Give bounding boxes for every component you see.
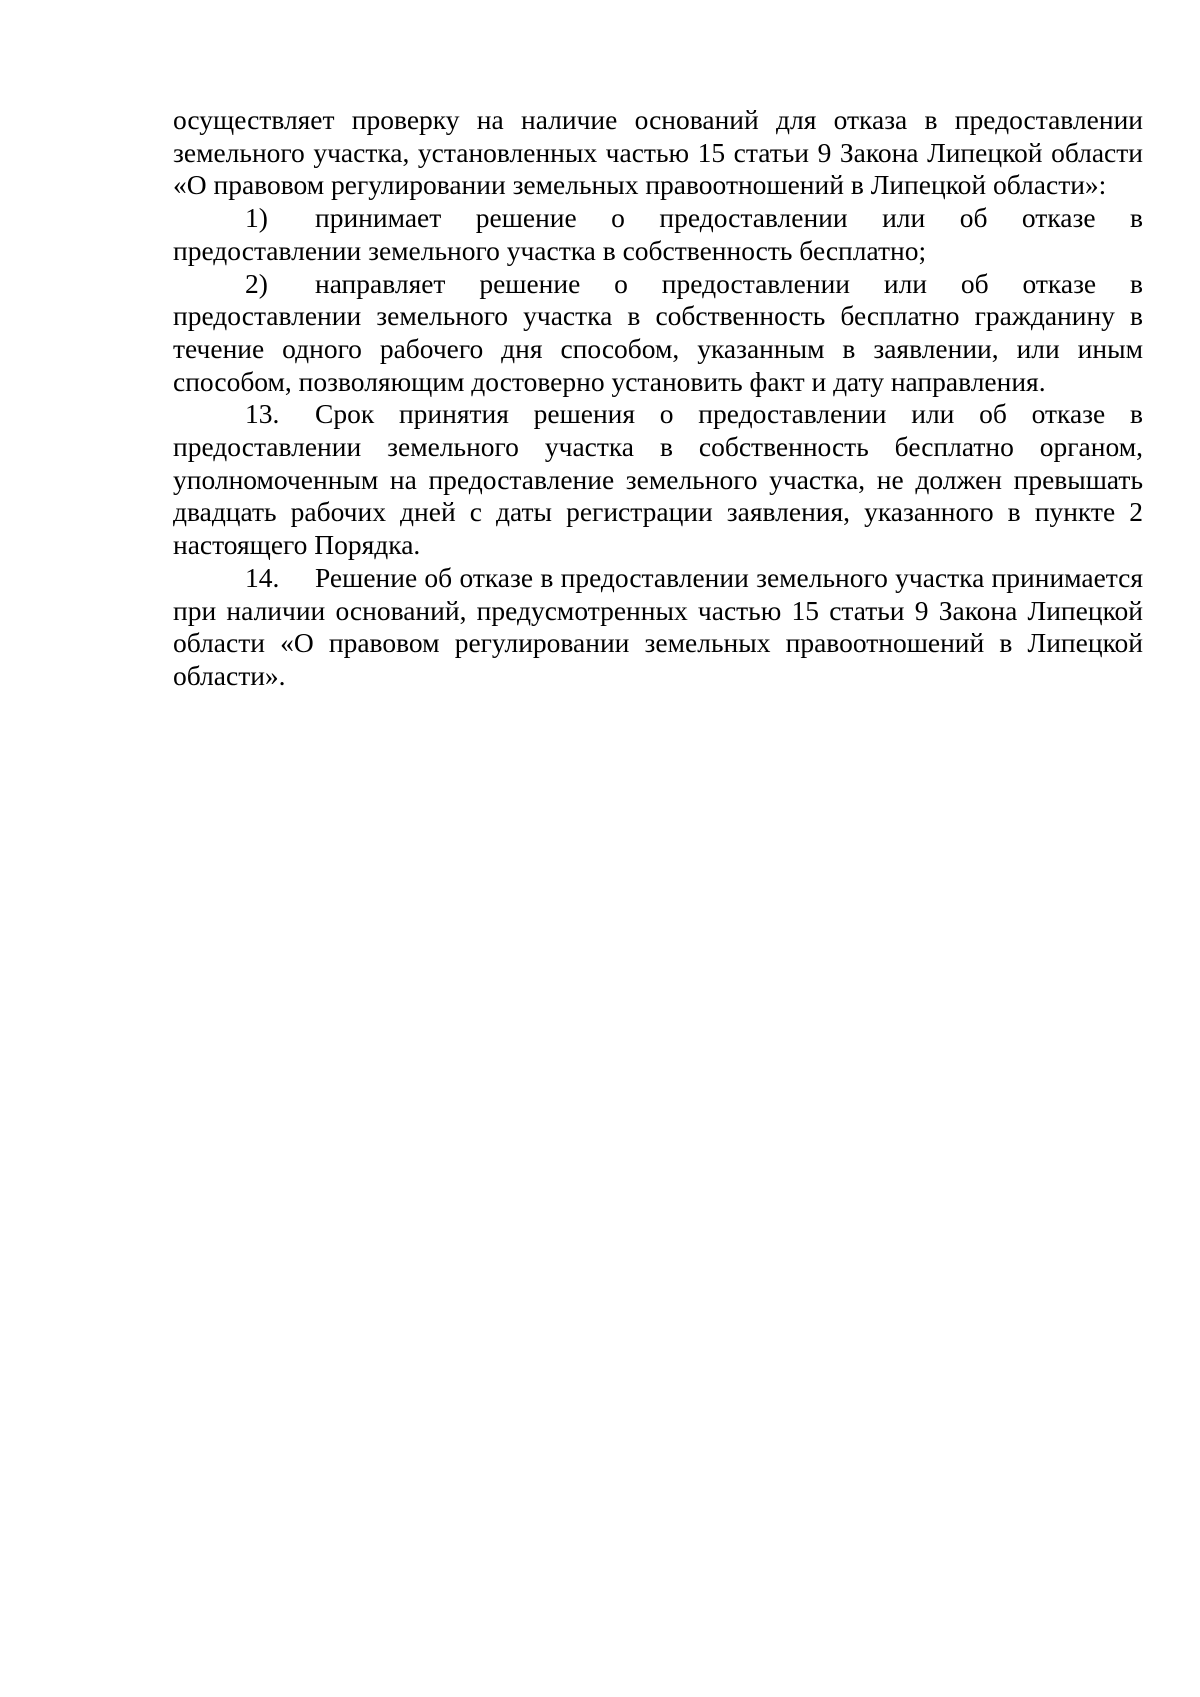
clause-number: 13. xyxy=(245,398,280,430)
paragraph-text: направляет решение о предоставлении или об отказе в предоставлении земельного участка в собственность бесплатно гражданину в течение одного рабочего дня способом, указанным в заявлении, или иным способом, позволяющим достоверно установить факт и дату направления. xyxy=(173,267,1143,397)
paragraph-text: осуществляет проверку на наличие оснований для отказа в предоставлении земельного участка, установленных частью 15 статьи 9 Закона Липецкой области «О правовом регулировании земельных правоотношений в Липецкой области»: xyxy=(173,104,1143,201)
list-item-2 xyxy=(173,268,1143,399)
clause-number: 14. xyxy=(245,561,280,593)
clause-13 xyxy=(173,398,1143,562)
paragraph-text: принимает решение о предоставлении или об отказе в предоставлении земельного участка в собственность бесплатно; xyxy=(173,202,1143,266)
paragraph-text: Решение об отказе в предоставлении земельного участка принимается при наличии оснований, предусмотренных частью 15 статьи 9 Закона Липецкой области «О правовом регулировании земельных правоотношений в Липецкой области». xyxy=(173,561,1143,691)
clause-14 xyxy=(173,562,1143,693)
list-item-number: 1) xyxy=(245,202,268,234)
list-item-number: 2) xyxy=(245,267,268,299)
document-page xyxy=(173,104,1143,693)
paragraph-continuation xyxy=(173,104,1143,202)
list-item-1 xyxy=(173,202,1143,267)
paragraph-text: Срок принятия решения о предоставлении или об отказе в предоставлении земельного участка в собственность бесплатно органом, уполномоченным на предоставление земельного участка, не должен превышать двадцать рабочих дней с даты регистрации заявления, указанного в пункте 2 настоящего Порядка. xyxy=(173,398,1143,561)
